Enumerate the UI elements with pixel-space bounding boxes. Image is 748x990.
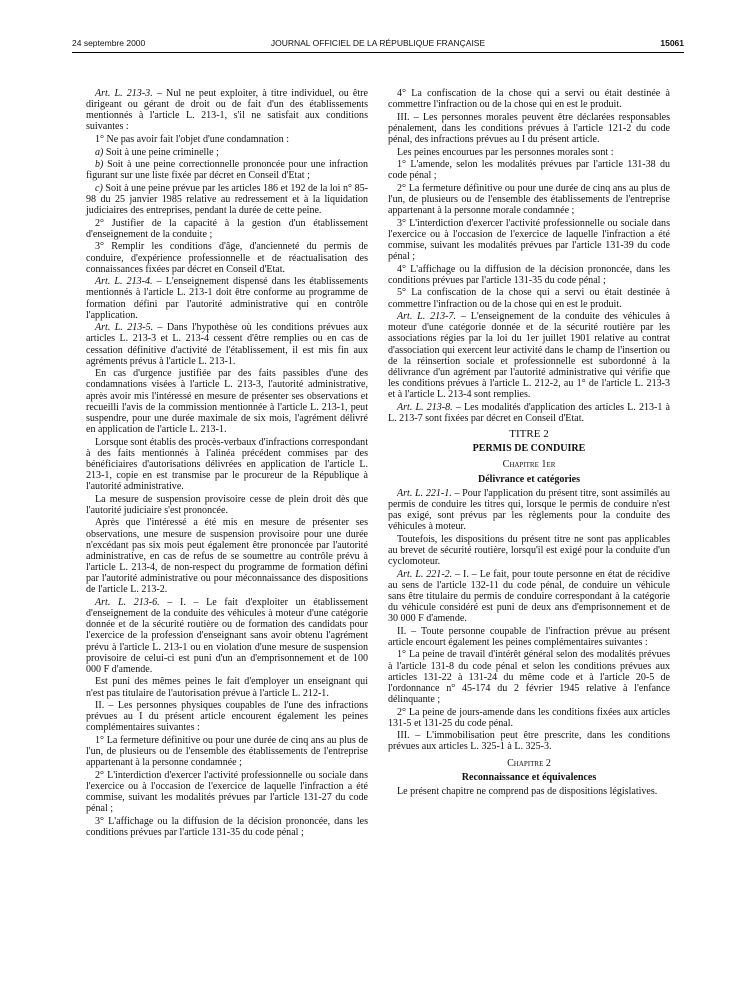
paragraph [388, 488, 670, 533]
article-reference: Art. L. 221-2. [397, 568, 453, 580]
paragraph [86, 494, 368, 516]
paragraph-text: 1° La peine de travail d'intérêt général selon des modalités prévues à l'article 131-8 du code pénal et selon les conditions prévues aux articles 131-22 à 131-24 du même code et à l'article 20-5 de l'ordonnance n° 45-174 du 2 février 1945 relative à l'enfance délinquante ; [388, 649, 670, 706]
paragraph [86, 276, 368, 321]
paragraph-text: 3° L'affichage ou la diffusion de la décision prononcée, dans les conditions prévues par l'article 131-35 du code pénal ; [86, 815, 368, 839]
paragraph [388, 402, 670, 424]
paragraph-text: Soit à une peine prévue par les articles 186 et 192 de la loi n° 85-98 du 25 janvier 1985 relative au redressement et à la liquidation judiciaires des entreprises, pendant la durée de cette peine. [86, 182, 368, 217]
paragraph-text: – Nul ne peut exploiter, à titre individuel, ou être dirigeant ou gérant de droit ou de fait d'un des établissements mentionnés à l'article L. 213-1, s'il ne satisfait aux conditions suivantes : [86, 88, 368, 133]
paragraph [86, 183, 368, 216]
paragraph-text: 2° La fermeture définitive ou pour une durée de cinq ans au plus de l'un, de plusieurs ou de l'ensemble des établissements de l'entreprise appartenant à la personne morale condamnée ; [388, 182, 670, 217]
paragraph-text: Est puni des mêmes peines le fait d'employer un enseignant qui n'est pas titulaire de l'autorisation prévue à l'article L. 212-1. [86, 676, 368, 699]
list-marker: a) [95, 146, 104, 158]
chapitre-2-heading: Chapitre 2 [507, 757, 551, 769]
paragraph-text: III. – Les personnes morales peuvent être déclarées responsables pénalement, dans les conditions prévues à l'article 121-2 du code pénal, des infractions prévues au I du présent article. [388, 111, 670, 146]
paragraph-text: – I. – Le fait, pour toute personne en état de récidive au sens de l'article 132-11 du code pénal, de conduire un véhicule sans être titulaire du permis de conduire correspondant à la catégorie du véhicule considéré est puni de deux ans d'emprisonnement et de 30 000 F d'amende. [388, 568, 670, 625]
paragraph [388, 183, 670, 216]
paragraph-text: – L'enseignement dispensé dans les établissements mentionnés à l'article L. 213-1 doit être conforme au programme de formation défini par l'autorité administrative qui en contrôle l'application. [86, 276, 368, 321]
paragraph-text: Après que l'intéressé a été mis en mesure de présenter ses observations, une mesure de suspension provisoire pour une durée n'excédant pas six mois peut également être prononcée par l'autorité administrative, en cas de refus de se soumettre au contrôle prévu à l'article L. 213-4, de non-respect du programme de formation défini par l'autorité administrative ou pour méconnaissance des dispositions de l'article L. 213-2. [86, 517, 368, 596]
paragraph-text: 1° La fermeture définitive ou pour une durée de cinq ans au plus de l'un, de plusieurs ou de l'ensemble des établissements de l'entreprise appartenant à la personne condamnée ; [86, 735, 368, 769]
paragraph [388, 287, 670, 309]
article-reference: Art. L. 213-8. [397, 401, 453, 413]
paragraph [86, 676, 368, 698]
right-column-part-b [388, 488, 670, 753]
paragraph [86, 322, 368, 367]
paragraph-text: Le présent chapitre ne comprend pas de dispositions législatives. [397, 785, 658, 797]
paragraph [86, 88, 368, 133]
article-reference: Art. L. 213-4. [95, 276, 153, 288]
paragraph-text: III. – L'immobilisation peut être prescrite, dans les conditions prévues aux articles L. 325-1 à L. 325-3. [388, 730, 670, 753]
left-column [86, 88, 368, 840]
header-date: 24 septembre 2000 [72, 38, 146, 48]
paragraph [388, 649, 670, 705]
paragraph-text: Soit à une peine correctionnelle prononcée pour une infraction figurant sur une liste fixée par décret en Conseil d'Etat ; [86, 159, 368, 182]
paragraph [388, 88, 670, 110]
list-marker: c) [95, 182, 103, 194]
page-header [72, 38, 684, 52]
paragraph [388, 311, 670, 400]
list-marker: b) [95, 159, 104, 171]
paragraph [388, 534, 670, 567]
paragraph [86, 700, 368, 733]
paragraph-text: 1° Ne pas avoir fait l'objet d'une condamnation : [95, 134, 290, 146]
paragraph-text: 1° L'amende, selon les modalités prévues par l'article 131-38 du code pénal ; [388, 159, 670, 182]
paragraph [388, 786, 670, 797]
paragraph [388, 569, 670, 625]
paragraph-text: Les peines encourues par les personnes morales sont : [397, 146, 614, 158]
paragraph [86, 597, 368, 675]
paragraph-text: La mesure de suspension provisoire cesse de plein droit dès que l'autorité judiciaire s'est prononcée. [86, 493, 368, 516]
paragraph-text: 4° L'affichage ou la diffusion de la décision prononcée, dans les conditions prévues par l'article 131-35 du code pénal ; [388, 263, 670, 286]
paragraph [388, 218, 670, 263]
paragraph-text: II. – Toute personne coupable de l'infraction prévue au présent article encourt également les peines complémentaires suivantes : [388, 625, 670, 648]
paragraph-text: 2° L'interdiction d'exercer l'activité professionnelle ou sociale dans l'exercice ou à l'occasion de l'exercice de laquelle l'infraction a été commise, suivant les modalités prévues par l'article 131-27 du code pénal ; [86, 769, 368, 815]
paragraph [86, 770, 368, 815]
right-column [388, 88, 670, 798]
paragraph-text: – Dans l'hypothèse où les conditions prévues aux articles L. 213-3 et L. 213-4 cessent d'être remplies ou en cas de cessation définitive d'activité de l'établissement, il est mis fin aux agréments prévus à l'article L. 213-1. [86, 322, 368, 367]
paragraph [86, 147, 368, 158]
paragraph-text: 3° L'interdiction d'exercer l'activité professionnelle ou sociale dans l'exercice ou à l'occasion de l'exercice de laquelle l'infraction a été commise, suivant les modalités prévues par l'article 131-39 du code pénal ; [388, 217, 670, 263]
right-column-part-c [388, 786, 670, 797]
paragraph [86, 218, 368, 240]
article-reference: Art. L. 213-5. [95, 322, 154, 334]
paragraph [388, 112, 670, 145]
paragraph-text: – L'enseignement de la conduite des véhicules à moteur d'une catégorie donnée et de la sécurité routière par les associations régies par la loi du 1er juillet 1901 relative au contrat d'association qui exercent leur activité dans le champ de l'insertion ou de la réinsertion sociale et professionnelle est subordonné à la délivrance d'un agrément par l'autorité administrative qui vérifie que les conditions prévues à l'article L. 212-2, au 1° de l'article L. 213-3 et à l'article L. 213-4 sont remplies. [388, 311, 670, 401]
paragraph [86, 437, 368, 493]
chapitre-1-heading: Chapitre 1er [502, 459, 556, 471]
article-reference: Art. L. 221-1. [397, 487, 452, 499]
paragraph-text: 4° La confiscation de la chose qui a servi ou était destinée à commettre l'infraction ou de la chose qui en est le produit. [388, 88, 670, 111]
article-reference: Art. L. 213-3. [95, 88, 153, 99]
paragraph [86, 368, 368, 435]
paragraph-text: II. – Les personnes physiques coupables de l'une des infractions prévues au I du présent article encourent également les peines complémentaires suivantes : [86, 700, 368, 734]
paragraph [388, 626, 670, 648]
paragraph [388, 730, 670, 752]
article-reference: Art. L. 213-7. [397, 311, 457, 323]
paragraph-text: 2° Justifier de la capacité à la gestion d'un établissement d'enseignement de la conduite ; [86, 217, 368, 240]
paragraph-text: 2° La peine de jours-amende dans les conditions fixées aux articles 131-5 et 131-25 du code pénal. [388, 706, 670, 729]
paragraph-text: Lorsque sont établis des procès-verbaux d'infractions correspondant à des faits mentionnés à l'alinéa précédent commises par des bénéficiaires d'autorisations délivrées en application de l'article L. 213-1, copie en est transmise par le procureur de la République à l'autorité administrative. [86, 436, 368, 493]
article-reference: Art. L. 213-6. [95, 596, 160, 608]
titre-heading: TITRE 2 [509, 428, 549, 441]
paragraph-text: – Pour l'application du présent titre, sont assimilés au permis de conduire les titres qui, lorsque le permis de conduire n'est pas exigé, sont prévus par les règlements pour la conduite des véhicules à moteur. [388, 487, 670, 533]
paragraph-text: 3° Remplir les conditions d'âge, d'ancienneté du permis de conduire, d'expérience professionnelle et de réactualisation des connaissances fixées par décret en Conseil d'Etat. [86, 241, 368, 275]
paragraph [388, 707, 670, 729]
chapitre-1-title: Délivrance et catégories [477, 473, 581, 485]
paragraph-text: En cas d'urgence justifiée par des faits passibles d'une des condamnations visées à l'article L. 213-3, l'autorité administrative, après avoir mis l'intéressé en mesure de présenter ses observations et recueilli l'avis de la commission mentionnée à l'article L. 213-1, peut suspendre, pour une durée maximale de six mois, l'agrément délivré en application de l'article L. 213-1. [86, 368, 368, 436]
paragraph [86, 241, 368, 274]
paragraph [86, 517, 368, 595]
paragraph-text: Toutefois, les dispositions du présent titre ne sont pas applicables au brevet de sécurité routière, lorsqu'il est exigé pour la conduite d'un cyclomoteur. [388, 533, 670, 567]
chapitre-2-title: Reconnaissance et équivalences [461, 771, 597, 783]
paragraph [86, 816, 368, 838]
paragraph [388, 147, 670, 158]
paragraph-text: – Les modalités d'application des articles L. 213-1 à L. 213-7 sont fixées par décret en Conseil d'Etat. [388, 401, 670, 424]
paragraph [86, 735, 368, 768]
paragraph-text: – I. – Le fait d'exploiter un établissement d'enseignement de la conduite des véhicules à moteur d'une catégorie donnée et de la sécurité routière ou de formation des candidats pour l'exercice de la profession d'enseignant sans avoir obtenu l'agrément prévu à l'article L. 213-1 ou en violation d'une mesure de suspension provisoire de celui-ci est puni d'un an d'emprisonnement et de 100 000 F d'amende. [86, 596, 368, 675]
titre-subheading: PERMIS DE CONDUIRE [472, 443, 586, 455]
paragraph-text: 5° La confiscation de la chose qui a servi ou était destinée à commettre l'infraction ou de la chose qui en est le produit. [388, 287, 670, 310]
header-journal-title: JOURNAL OFFICIEL DE LA RÉPUBLIQUE FRANÇAISE [270, 38, 486, 48]
paragraph [86, 134, 368, 145]
header-rule [72, 52, 684, 53]
header-page-number: 15061 [660, 38, 684, 48]
paragraph-text: Soit à une peine criminelle ; [103, 146, 219, 158]
paragraph [388, 159, 670, 181]
paragraph [86, 159, 368, 181]
paragraph [388, 264, 670, 286]
right-column-part-a [388, 88, 670, 424]
